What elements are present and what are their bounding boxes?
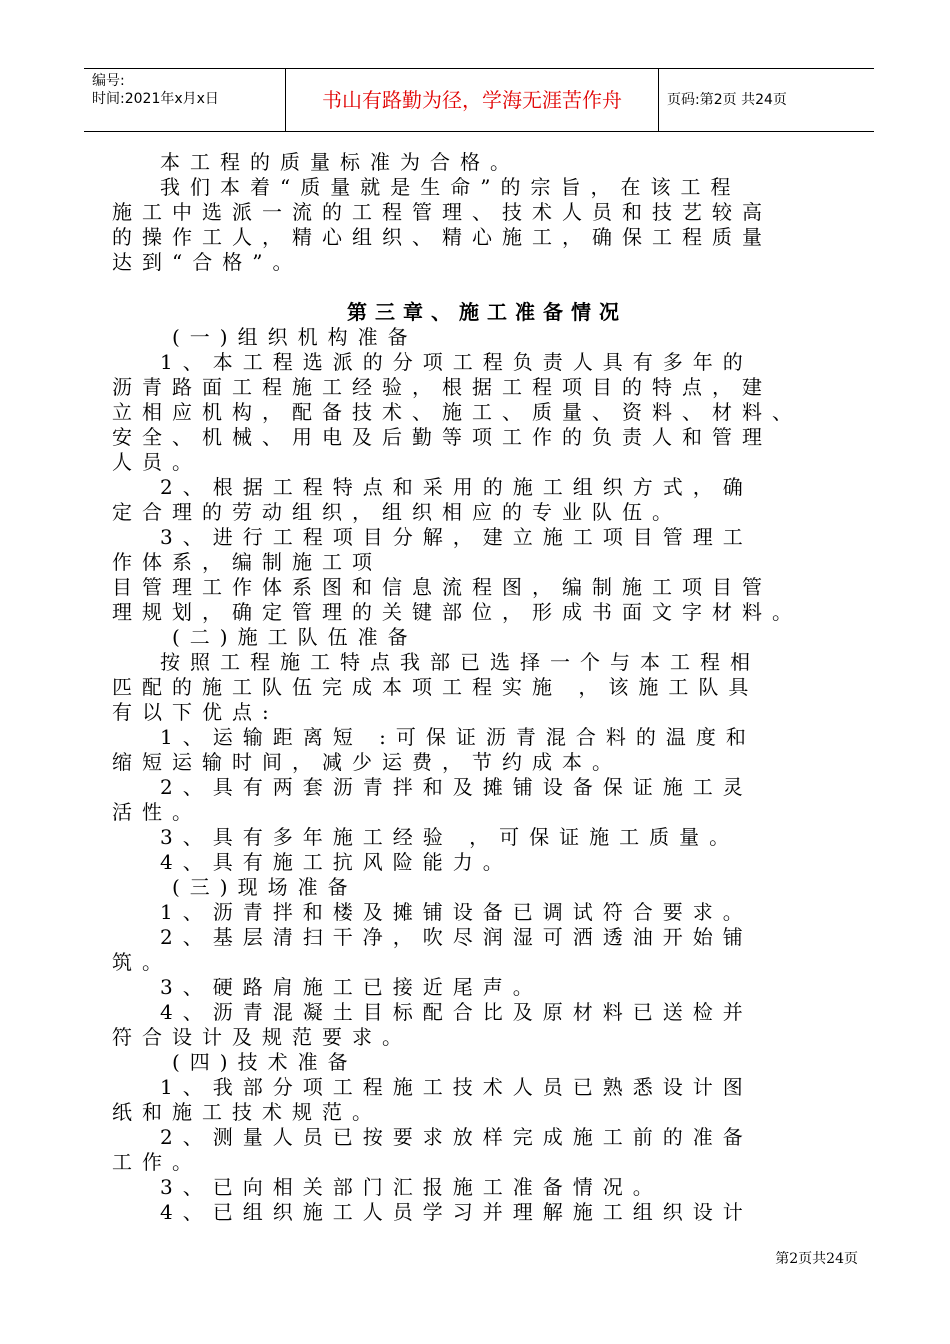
header-motto: 书山有路勤为径，学海无涯苦作舟	[322, 88, 622, 112]
page-footer: 第2页共24页	[775, 1251, 858, 1267]
body-line: 1、本工程选派的分项工程负责人具有多年的	[160, 350, 753, 374]
body-line: 本工程的质量标准为合格。	[160, 150, 520, 174]
body-line: 3、具有多年施工经验 ，可保证施工质量。	[160, 825, 740, 849]
body-line: 4、沥青混凝土目标配合比及原材料已送检并	[160, 1000, 753, 1024]
body-line: 理规划，确定管理的关键部位，形成书面文字材料。	[112, 600, 802, 624]
body-line: 安全、机械、用电及后勤等项工作的负责人和管理	[112, 425, 772, 449]
document-body	[112, 150, 862, 1225]
body-line: 2、测量人员已按要求放样完成施工前的准备	[160, 1125, 753, 1149]
body-line: 定合理的劳动组织，组织相应的专业队伍。	[112, 500, 682, 524]
chapter-title: 第三章、施工准备情况	[347, 300, 627, 324]
body-line: 1、运输距离短 :可保证沥青混合料的温度和	[160, 725, 756, 749]
body-line: 达到“合格”。	[112, 250, 303, 274]
body-line: 1、我部分项工程施工技术人员已熟悉设计图	[160, 1075, 753, 1099]
section-heading: (一)组织机构准备	[172, 325, 418, 349]
body-line: 我们本着“质量就是生命”的宗旨，在该工程	[160, 175, 741, 199]
body-line: 活性。	[112, 800, 202, 824]
body-line: 人员。	[112, 450, 202, 474]
body-line: 3、硬路肩施工已接近尾声。	[160, 975, 543, 999]
section-heading: (四)技术准备	[172, 1050, 358, 1074]
body-line: 符合设计及规范要求。	[112, 1025, 412, 1049]
body-line: 2、根据工程特点和采用的施工组织方式，确	[160, 475, 753, 499]
document-time-label: 时间:2021年x月x日	[92, 91, 219, 107]
body-line: 缩短运输时间，减少运费，节约成本。	[112, 750, 622, 774]
body-line: 筑。	[112, 950, 172, 974]
page-header	[84, 68, 874, 132]
body-line: 4、具有施工抗风险能力。	[160, 850, 513, 874]
body-line: 目管理工作体系图和信息流程图，编制施工项目管	[112, 575, 772, 599]
body-line: 匹配的施工队伍完成本项工程实施 ，该施工队具	[112, 675, 759, 699]
body-line: 3、进行工程项目分解，建立施工项目管理工	[160, 525, 753, 549]
body-line: 2、基层清扫干净，吹尽润湿可洒透油开始铺	[160, 925, 753, 949]
body-line: 按照工程施工特点我部已选择一个与本工程相	[160, 650, 760, 674]
section-heading: (三)现场准备	[172, 875, 358, 899]
header-page-info: 页码:第2页 共24页	[667, 92, 787, 108]
body-line: 1、沥青拌和楼及摊铺设备已调试符合要求。	[160, 900, 753, 924]
body-line: 2、具有两套沥青拌和及摊铺设备保证施工灵	[160, 775, 753, 799]
body-line: 有以下优点:	[112, 700, 279, 724]
body-line: 立相应机构，配备技术、施工、质量、资料、材料、	[112, 400, 802, 424]
body-line: 作体系，编制施工项	[112, 550, 382, 574]
section-heading: (二)施工队伍准备	[172, 625, 418, 649]
body-line: 沥青路面工程施工经验，根据工程项目的特点，建	[112, 375, 772, 399]
body-line: 4、已组织施工人员学习并理解施工组织设计	[160, 1200, 753, 1224]
header-motto-cell	[286, 69, 659, 131]
body-line: 的操作工人，精心组织、精心施工，确保工程质量	[112, 225, 772, 249]
document-number-label: 编号:	[92, 73, 125, 89]
body-line: 纸和施工技术规范。	[112, 1100, 382, 1124]
header-page-cell	[659, 69, 874, 131]
body-line: 工作。	[112, 1150, 202, 1174]
body-line: 3、已向相关部门汇报施工准备情况。	[160, 1175, 663, 1199]
body-line: 施工中选派一流的工程管理、技术人员和技艺较高	[112, 200, 772, 224]
header-meta-cell	[84, 69, 286, 131]
